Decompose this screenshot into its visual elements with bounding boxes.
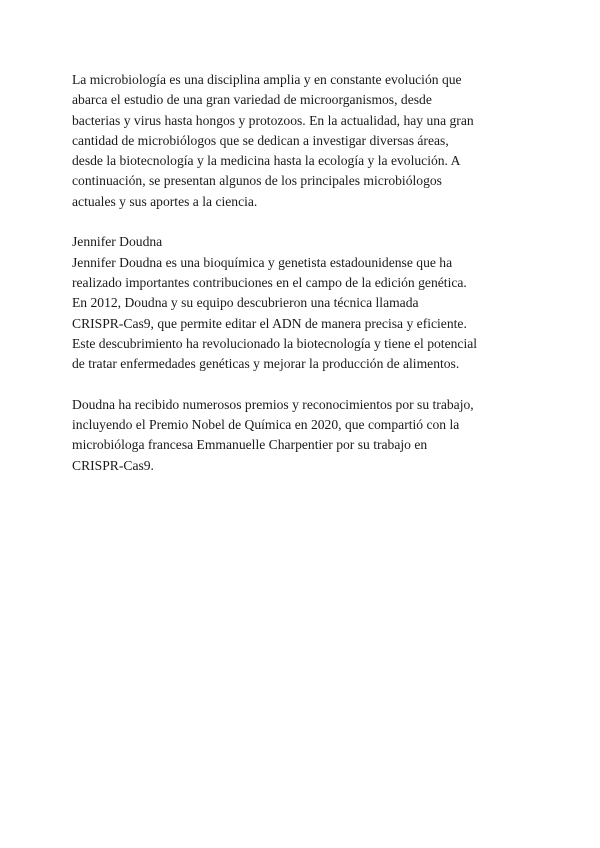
text-line: actuales y sus aportes a la ciencia. — [72, 193, 258, 209]
text-line: Jennifer Doudna es una bioquímica y genetista estadounidense que ha — [72, 254, 453, 270]
text-line: de tratar enfermedades genéticas y mejorar la producción de alimentos. — [72, 356, 460, 372]
text-line: CRISPR-Cas9, que permite editar el ADN de manera precisa y eficiente. — [72, 315, 467, 331]
text-line: realizado importantes contribuciones en el campo de la edición genética. — [72, 274, 467, 290]
text-line: En 2012, Doudna y su equipo descubrieron una técnica llamada — [72, 295, 419, 311]
text-line: Este descubrimiento ha revolucionado la biotecnología y tiene el potencial — [72, 335, 478, 351]
section-heading: Jennifer Doudna — [72, 234, 163, 250]
text-line: continuación, se presentan algunos de los principales microbiólogos — [72, 173, 442, 189]
document-body — [72, 70, 528, 476]
text-line: bacterias y virus hasta hongos y protozoos. En la actualidad, hay una gran — [72, 112, 474, 128]
text-line: abarca el estudio de una gran variedad de microorganismos, desde — [72, 92, 432, 108]
intro-paragraph — [72, 70, 528, 212]
paragraph-gap — [72, 212, 528, 232]
text-line: microbióloga francesa Emmanuelle Charpentier por su trabajo en — [72, 437, 428, 453]
awards-paragraph — [72, 395, 528, 476]
text-line: incluyendo el Premio Nobel de Química en 2020, que compartió con la — [72, 417, 460, 433]
text-line: desde la biotecnología y la medicina hasta la ecología y la evolución. A — [72, 153, 461, 169]
text-line: CRISPR-Cas9. — [72, 457, 154, 473]
doudna-paragraph — [72, 253, 528, 375]
text-line: La microbiología es una disciplina amplia y en constante evolución que — [72, 72, 462, 87]
text-line: Doudna ha recibido numerosos premios y reconocimientos por su trabajo, — [72, 396, 474, 412]
text-line: cantidad de microbiólogos que se dedican a investigar diversas áreas, — [72, 132, 449, 148]
paragraph-gap — [72, 374, 528, 394]
